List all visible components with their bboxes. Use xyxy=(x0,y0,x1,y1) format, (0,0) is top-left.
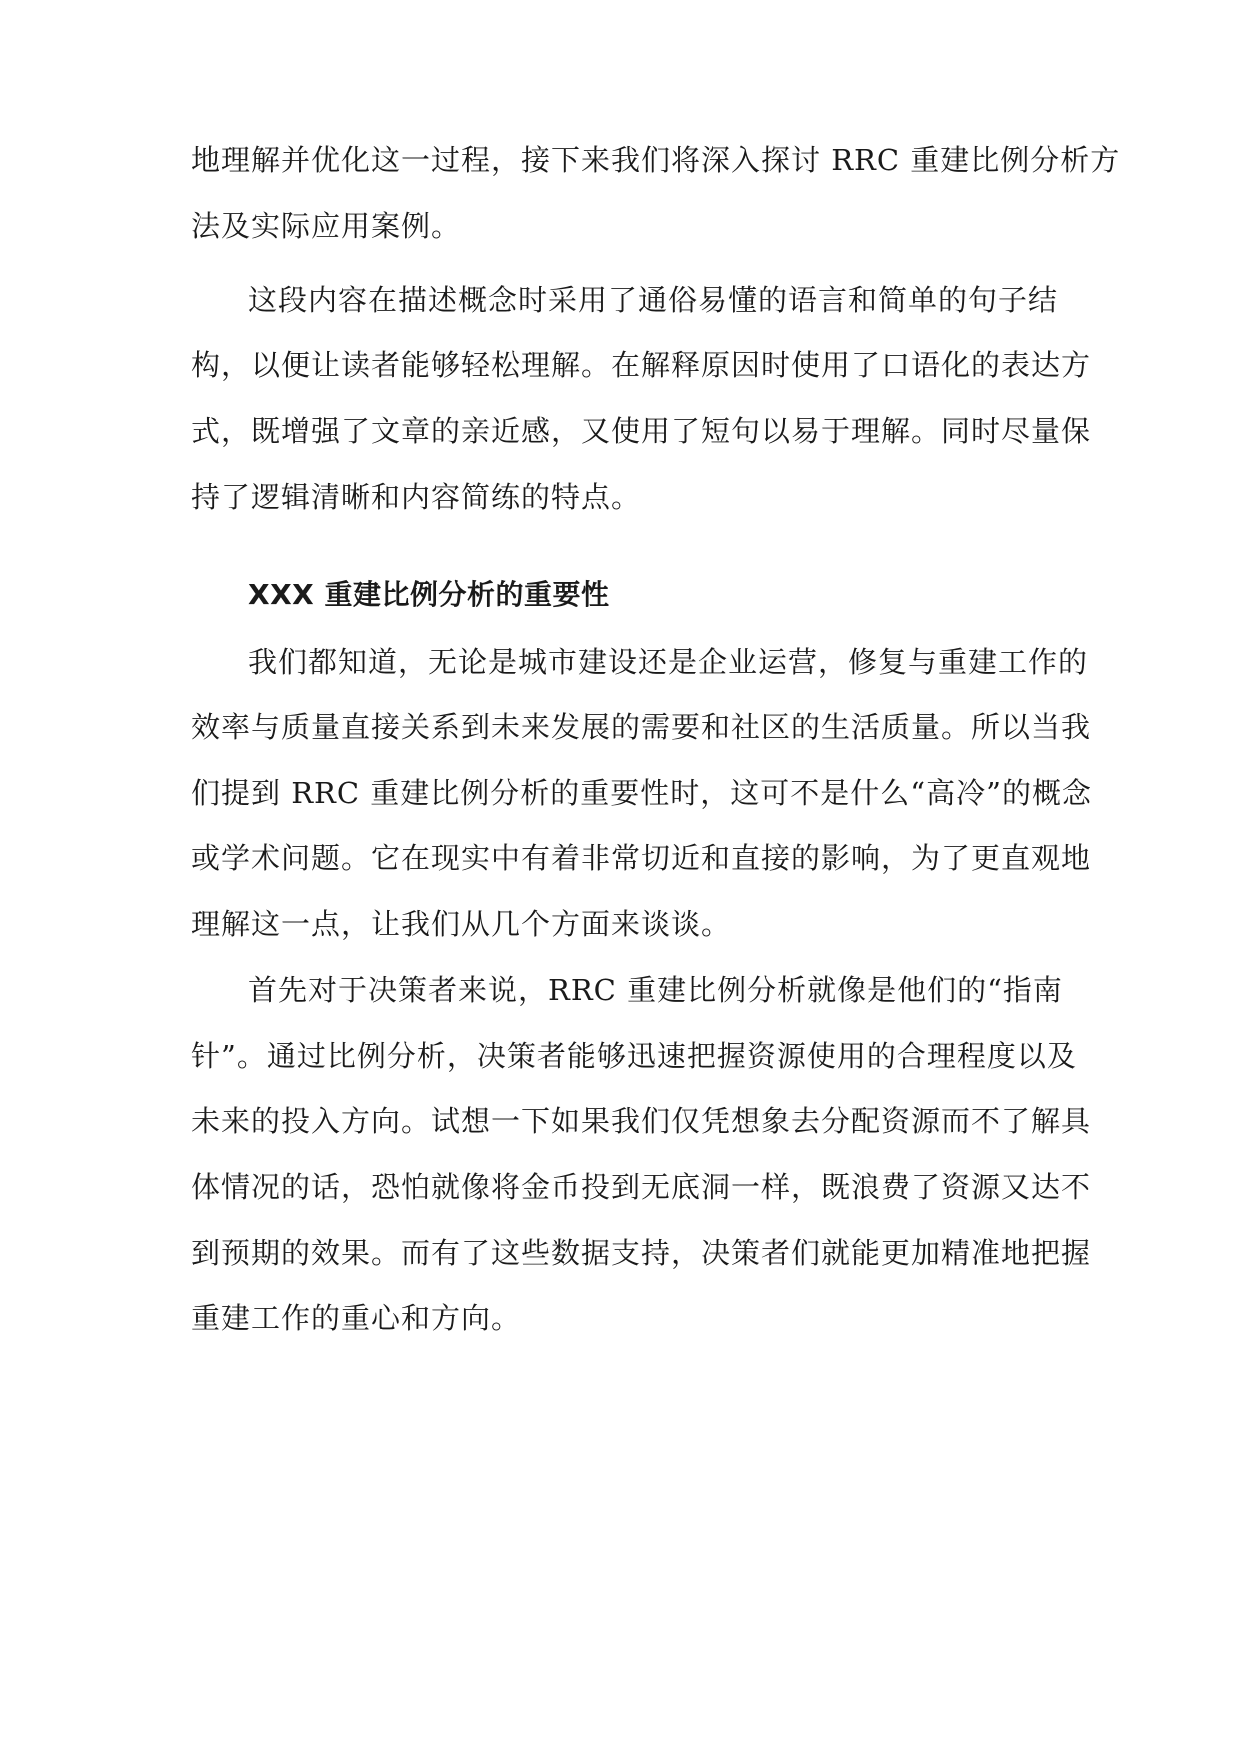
paragraph-line: 这段内容在描述概念时采用了通俗易懂的语言和简单的句子结 xyxy=(248,283,1059,317)
paragraph-line: 持了逻辑清晰和内容简练的特点。 xyxy=(191,480,642,514)
paragraph-line: 我们都知道，无论是城市建设还是企业运营，修复与重建工作的 xyxy=(248,645,1089,679)
paragraph-line: 针”。通过比例分析，决策者能够迅速把握资源使用的合理程度以及 xyxy=(191,1039,1077,1073)
paragraph-line: 未来的投入方向。试想一下如果我们仅凭想象去分配资源而不了解具 xyxy=(191,1104,1092,1138)
section-heading: XXX 重建比例分析的重要性 xyxy=(248,578,610,611)
paragraph-line: 构，以便让读者能够轻松理解。在解释原因时使用了口语化的表达方 xyxy=(191,348,1092,382)
paragraph-line: 效率与质量直接关系到未来发展的需要和社区的生活质量。所以当我 xyxy=(191,710,1092,744)
paragraph-line: 们提到 RRC 重建比例分析的重要性时，这可不是什么“高冷”的概念 xyxy=(191,776,1092,810)
paragraph-line: 体情况的话，恐怕就像将金币投到无底洞一样，既浪费了资源又达不 xyxy=(191,1170,1092,1204)
paragraph-line: 理解这一点，让我们从几个方面来谈谈。 xyxy=(191,907,732,941)
paragraph-line: 重建工作的重心和方向。 xyxy=(191,1301,522,1335)
paragraph-line: 地理解并优化这一过程，接下来我们将深入探讨 RRC 重建比例分析方 xyxy=(191,143,1121,177)
paragraph-line: 到预期的效果。而有了这些数据支持，决策者们就能更加精准地把握 xyxy=(191,1236,1092,1270)
paragraph-line: 法及实际应用案例。 xyxy=(191,209,462,243)
paragraph-line: 首先对于决策者来说，RRC 重建比例分析就像是他们的“指南 xyxy=(248,973,1063,1007)
paragraph-line: 或学术问题。它在现实中有着非常切近和直接的影响，为了更直观地 xyxy=(191,841,1092,875)
paragraph-line: 式，既增强了文章的亲近感，又使用了短句以易于理解。同时尽量保 xyxy=(191,414,1092,448)
